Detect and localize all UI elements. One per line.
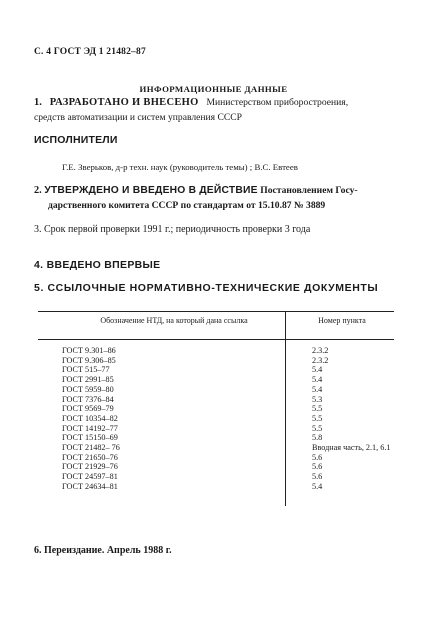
table-cell-document: ГОСТ 515–77: [62, 365, 110, 375]
table-cell-item: 5.5: [312, 423, 323, 433]
table-cell-item: 2.3.2: [312, 346, 329, 355]
table-top-rule: [38, 311, 394, 312]
section-2-rest: Постановлением Госу-: [260, 185, 358, 196]
section-1-number: 1.: [34, 97, 42, 108]
table-cell-document: ГОСТ 15150–69: [62, 433, 118, 443]
section-1-lead: РАЗРАБОТАНО И ВНЕСЕНО: [49, 97, 199, 108]
section-4: 4. ВВЕДЕНО ВПЕРВЫЕ: [34, 259, 161, 271]
section-3: 3. Срок первой проверки 1991 г.; периодичность проверки 3 года: [34, 224, 311, 235]
table-cell-item: Вводная часть, 2.1, 6.1: [312, 443, 391, 453]
table-cell-item: 5.6: [312, 462, 323, 472]
table-cell-document: ГОСТ 21650–76: [62, 452, 118, 462]
table-column-documents: [62, 346, 120, 492]
table-header-document: Обозначение НТД, на который дана ссылка: [100, 316, 248, 325]
table-cell-item: 5.4: [312, 384, 323, 394]
table-cell-item: 5.4: [312, 365, 323, 375]
table-cell-item: 5.6: [312, 472, 323, 482]
table-column-divider: [285, 311, 286, 506]
table-cell-document: ГОСТ 24597–81: [62, 472, 118, 482]
section-1-line-2: средств автоматизации и систем управления СССР: [34, 112, 243, 123]
section-2-line-1: [34, 185, 358, 196]
table-cell-document: ГОСТ 21482– 76: [62, 443, 120, 453]
table-cell-item: 5.5: [312, 413, 323, 423]
table-cell-item: 5.5: [312, 404, 323, 414]
table-cell-document: ГОСТ 9569–79: [62, 404, 114, 414]
table-cell-item: 5.6: [312, 452, 323, 462]
table-cell-document: ГОСТ 7376–84: [62, 394, 114, 404]
document-title: ИНФОРМАЦИОННЫЕ ДАННЫЕ: [139, 84, 288, 94]
section-5: 5. ССЫЛОЧНЫЕ НОРМАТИВНО-ТЕХНИЧЕСКИЕ ДОКУМЕНТЫ: [34, 282, 379, 294]
table-cell-document: ГОСТ 9.301–86: [62, 346, 116, 355]
table-header-rule: [38, 339, 394, 340]
table-cell-item: 2.3.2: [312, 355, 329, 365]
table-cell-item: 5.3: [312, 394, 323, 404]
section-1-line-1: [34, 97, 348, 108]
table-cell-document: ГОСТ 2991–85: [62, 375, 114, 385]
table-cell-document: ГОСТ 9.306–85: [62, 355, 116, 365]
performers-heading: ИСПОЛНИТЕЛИ: [34, 134, 118, 146]
section-6: 6. Переиздание. Апрель 1988 г.: [34, 545, 172, 556]
table-cell-document: ГОСТ 5959–80: [62, 384, 114, 394]
table-header-item: Номер пункта: [318, 316, 366, 325]
table-cell-document: ГОСТ 14192–77: [62, 423, 118, 433]
table-cell-document: ГОСТ 24634–81: [62, 481, 118, 491]
section-2-line-2: дарственного комитета СССР по стандартам от 15.10.87 № 3889: [48, 200, 326, 211]
table-column-items: [312, 346, 390, 492]
table-cell-item: 5.4: [312, 481, 323, 491]
table-cell-document: ГОСТ 10354–82: [62, 413, 118, 423]
table-cell-item: 5.4: [312, 375, 323, 385]
table-cell-document: ГОСТ 21929–76: [62, 462, 118, 472]
section-1-rest: Министерством приборостроения,: [206, 97, 349, 108]
section-2-lead: УТВЕРЖДЕНО И ВВЕДЕНО В ДЕЙСТВИЕ: [44, 185, 258, 196]
section-2-number: 2.: [34, 185, 42, 196]
table-cell-item: 5.8: [312, 433, 323, 443]
performers-list: Г.Е. Зверьков, д-р техн. наук (руководитель темы) ; В.С. Евтеев: [62, 162, 298, 172]
page-header: С. 4 ГОСТ ЭД 1 21482–87: [34, 47, 146, 57]
